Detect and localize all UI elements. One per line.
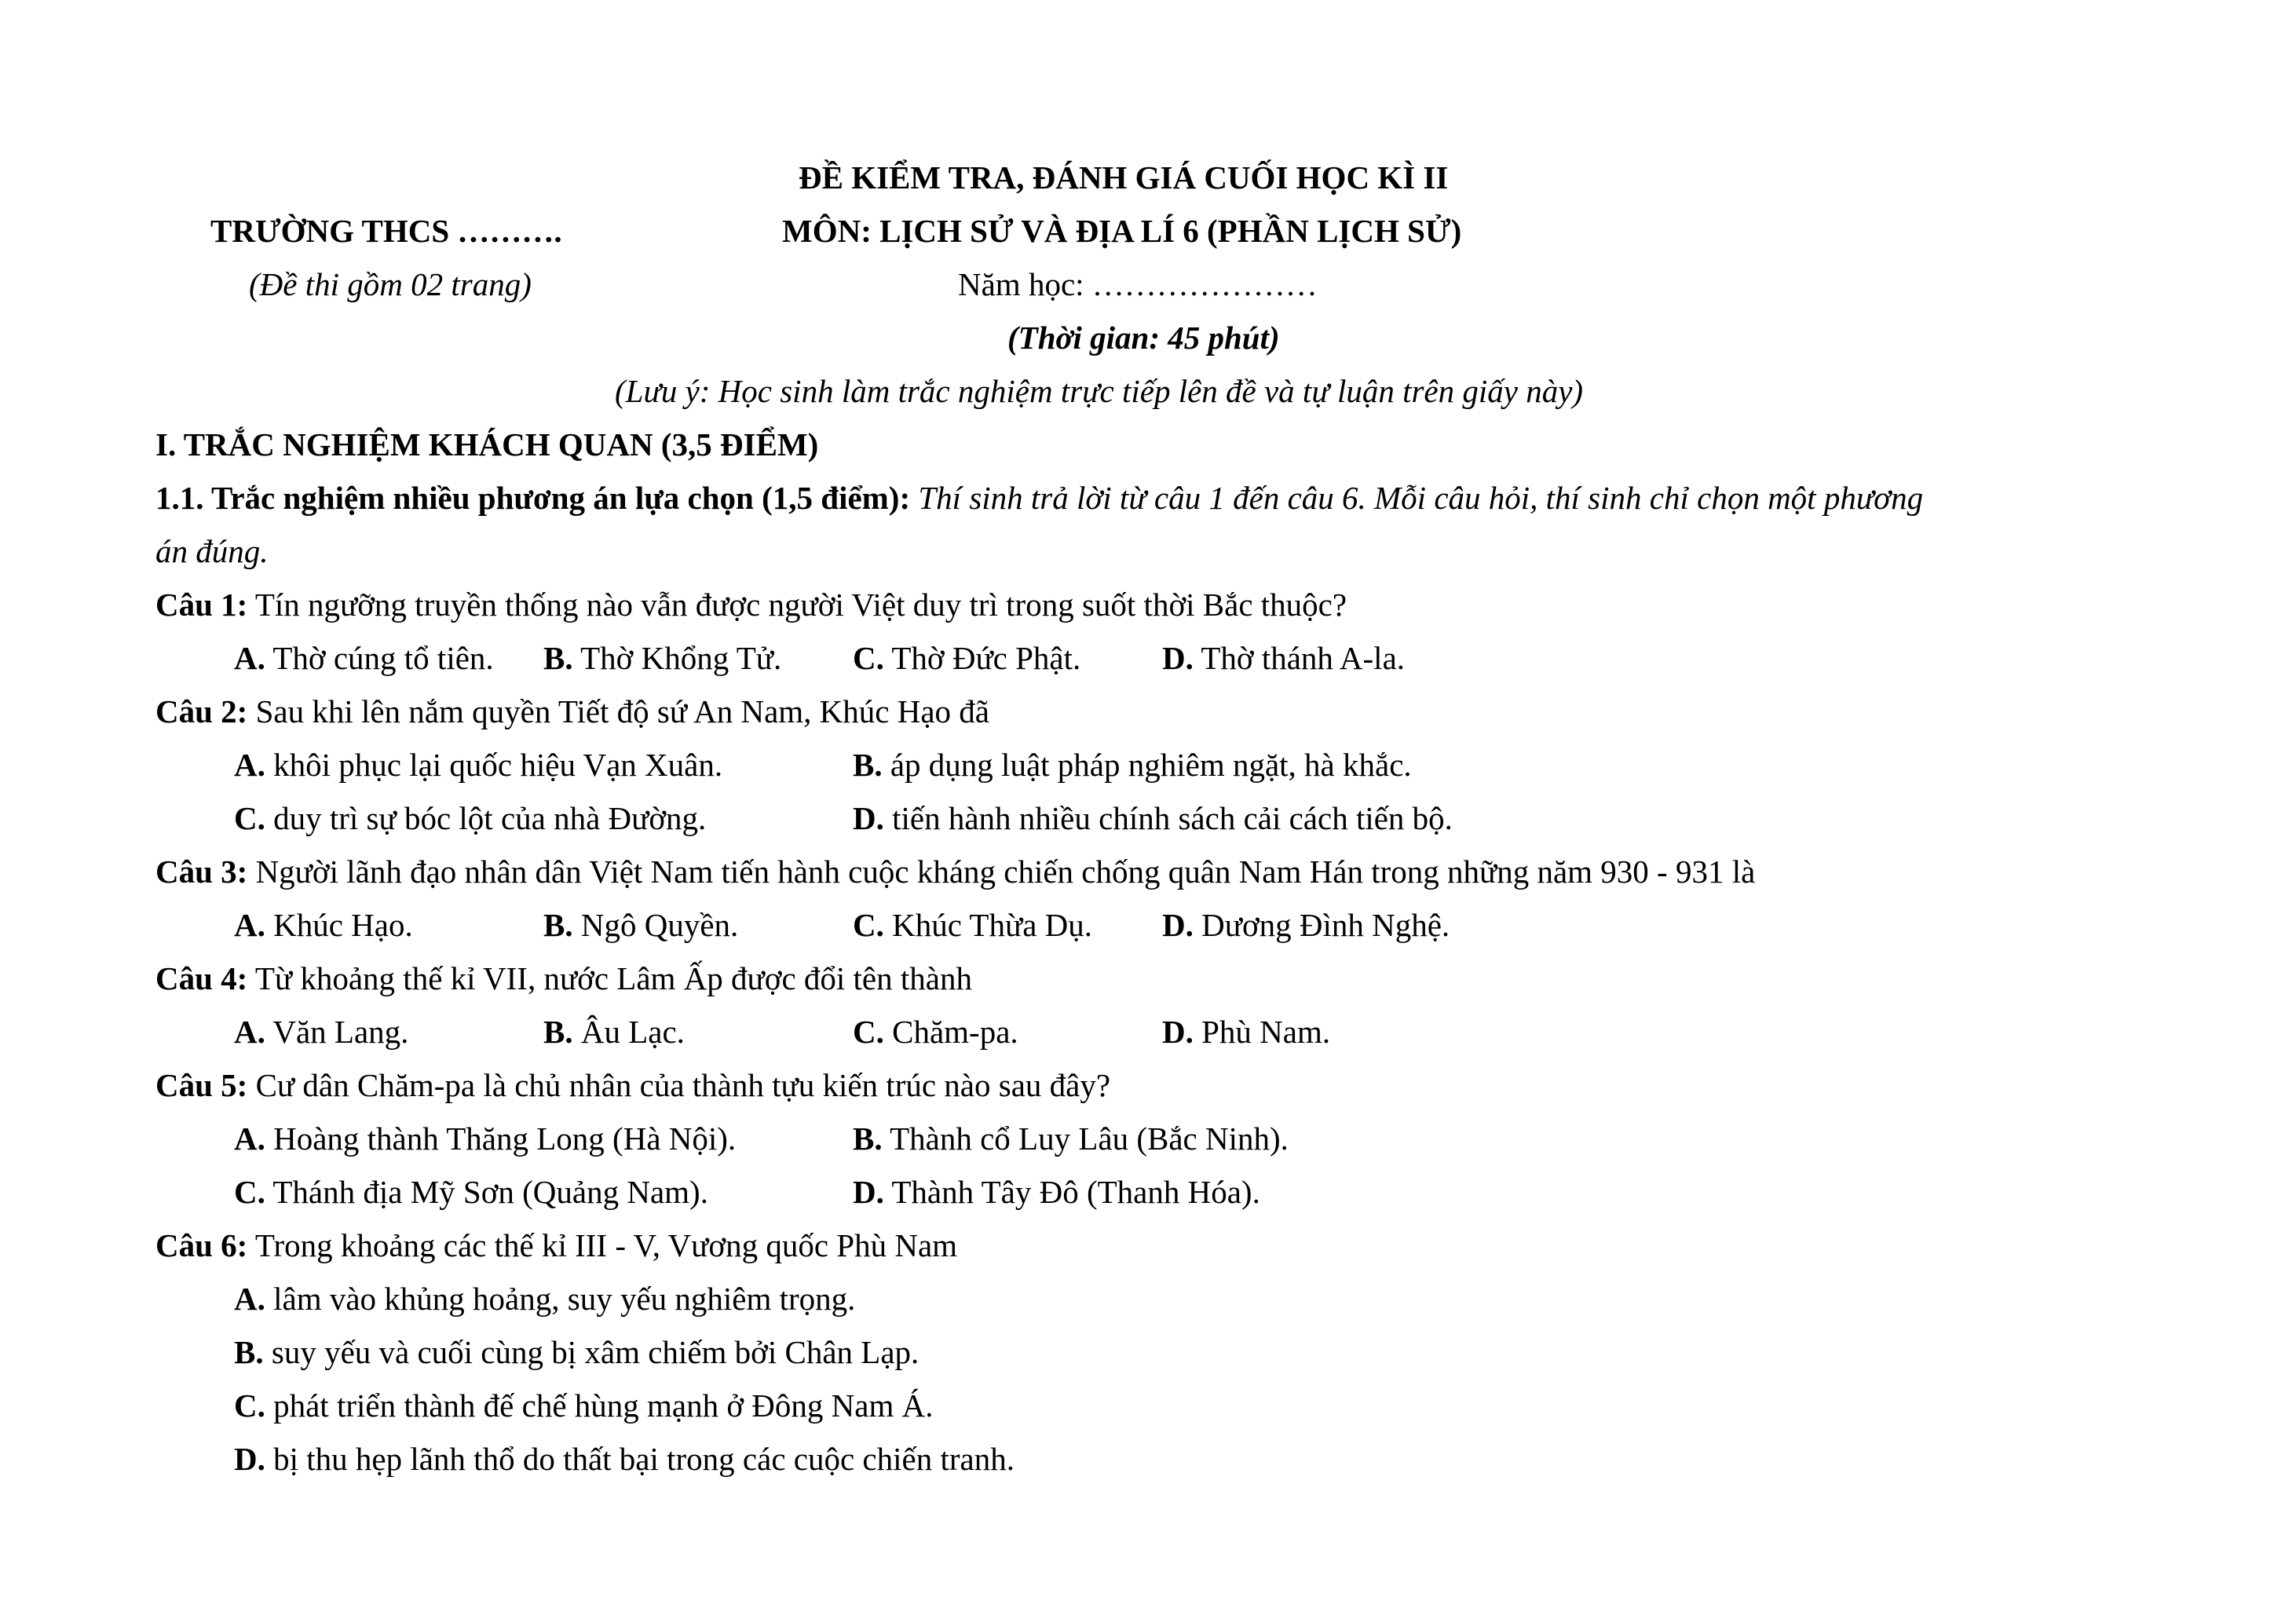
question-label: Câu 1: (155, 587, 248, 623)
question-label: Câu 6: (155, 1227, 248, 1263)
q4-option-a: A. Văn Lang. (234, 1014, 409, 1050)
subsection-title: 1.1. Trắc nghiệm nhiều phương án lựa chọn (1,5 điểm): (155, 480, 911, 516)
q3-option-d: D. Dương Đình Nghệ. (1162, 907, 1450, 943)
question-text: Từ khoảng thế kỉ VII, nước Lâm Ấp được đổi tên thành (247, 960, 972, 996)
q6-option-d: D. bị thu hẹp lãnh thổ do thất bại trong các cuộc chiến tranh. (234, 1441, 1015, 1477)
q1-option-d: D. Thờ thánh A-la. (1162, 640, 1406, 676)
question-text: Cư dân Chăm-pa là chủ nhân của thành tựu kiến trúc nào sau đây? (247, 1067, 1111, 1103)
school-name: TRƯỜNG THCS ………. (210, 213, 562, 249)
exam-title: ĐỀ KIỂM TRA, ĐÁNH GIÁ CUỐI HỌC KÌ II (799, 159, 1449, 196)
q3-option-c: C. Khúc Thừa Dụ. (853, 907, 1092, 943)
q3-option-b: B. Ngô Quyền. (543, 907, 739, 943)
subsection-instruction: Thí sinh trả lời từ câu 1 đến câu 6. Mỗi câu hỏi, thí sinh chỉ chọn một phương (910, 480, 1924, 516)
exam-notice: (Lưu ý: Học sinh làm trắc nghiệm trực tiếp lên đề và tự luận trên giấy này) (615, 373, 1584, 409)
question-5 (155, 1063, 1110, 1107)
page-count-note: (Đề thi gồm 02 trang) (249, 266, 532, 302)
q2-option-c: C. duy trì sự bóc lột của nhà Đường. (234, 800, 707, 836)
q2-option-b: B. áp dụng luật pháp nghiêm ngặt, hà khắc. (853, 747, 1412, 783)
question-6 (155, 1223, 957, 1267)
section-title: I. TRẮC NGHIỆM KHÁCH QUAN (3,5 ĐIỂM) (155, 426, 819, 462)
question-label: Câu 3: (155, 854, 248, 890)
q1-option-c: C. Thờ Đức Phật. (853, 640, 1081, 676)
q6-option-c: C. phát triển thành đế chế hùng mạnh ở Đông Nam Á. (234, 1387, 934, 1424)
subsection-instruction-cont: án đúng. (155, 533, 269, 569)
q1-option-a: A. Thờ cúng tổ tiên. (234, 640, 494, 676)
q6-option-a: A. lâm vào khủng hoảng, suy yếu nghiêm trọng. (234, 1281, 856, 1317)
q2-option-d: D. tiến hành nhiều chính sách cải cách tiến bộ. (853, 800, 1453, 836)
q5-option-b: B. Thành cổ Luy Lâu (Bắc Ninh). (853, 1120, 1289, 1157)
q4-option-d: D. Phù Nam. (1162, 1014, 1331, 1050)
q2-option-a: A. khôi phục lại quốc hiệu Vạn Xuân. (234, 747, 723, 783)
exam-time: (Thời gian: 45 phút) (1007, 320, 1280, 356)
question-2 (155, 689, 989, 733)
subject-title: MÔN: LỊCH SỬ VÀ ĐỊA LÍ 6 (PHẦN LỊCH SỬ) (782, 213, 1462, 249)
question-text: Tín ngưỡng truyền thống nào vẫn được người Việt duy trì trong suốt thời Bắc thuộc? (247, 587, 1347, 623)
q4-option-c: C. Chăm-pa. (853, 1014, 1018, 1050)
q4-option-b: B. Âu Lạc. (543, 1014, 685, 1050)
q5-option-a: A. Hoàng thành Thăng Long (Hà Nội). (234, 1120, 737, 1157)
question-label: Câu 5: (155, 1067, 248, 1103)
question-text: Sau khi lên nắm quyền Tiết độ sứ An Nam, Khúc Hạo đã (247, 693, 989, 729)
question-label: Câu 2: (155, 693, 248, 729)
question-4 (155, 956, 972, 1000)
school-year: Năm học: ………………… (958, 266, 1318, 302)
question-label: Câu 4: (155, 960, 248, 996)
subsection-heading (155, 476, 1923, 520)
question-text: Người lãnh đạo nhân dân Việt Nam tiến hành cuộc kháng chiến chống quân Nam Hán trong những năm 930 - 931 là (247, 854, 1756, 890)
q3-option-a: A. Khúc Hạo. (234, 907, 413, 943)
question-text: Trong khoảng các thế kỉ III - V, Vương quốc Phù Nam (247, 1227, 958, 1263)
q1-option-b: B. Thờ Khổng Tử. (543, 640, 782, 676)
q5-option-d: D. Thành Tây Đô (Thanh Hóa). (853, 1174, 1260, 1210)
q6-option-b: B. suy yếu và cuối cùng bị xâm chiếm bởi Chân Lạp. (234, 1334, 919, 1370)
q5-option-c: C. Thánh địa Mỹ Sơn (Quảng Nam). (234, 1174, 708, 1210)
question-1 (155, 583, 1347, 627)
question-3 (155, 850, 1755, 894)
